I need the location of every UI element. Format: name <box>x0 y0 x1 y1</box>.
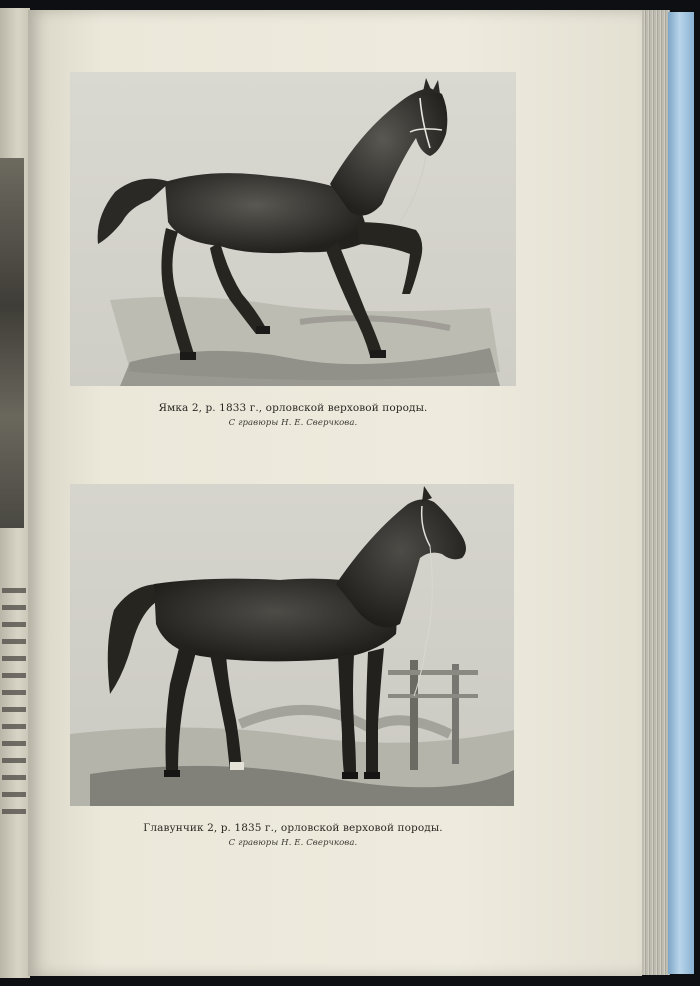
plate-2-credit: С гравюры Н. Е. Сверчкова. <box>228 838 358 848</box>
plate-1-credit: С гравюры Н. Е. Сверчкова. <box>228 418 358 428</box>
plate-1-caption: Ямка 2, р. 1833 г., орловской верховой породы. <box>158 402 428 414</box>
horse-engraving-1 <box>70 72 516 386</box>
book-page-block <box>640 10 670 975</box>
left-page-edge <box>0 8 30 978</box>
book-cover-edge <box>668 12 694 974</box>
left-page-illustration-fragment <box>0 158 24 528</box>
horse-engraving-2 <box>70 484 514 806</box>
plate-2-caption: Главунчик 2, р. 1835 г., орловской верховой породы. <box>143 822 443 834</box>
left-page-text-fragment <box>2 588 26 818</box>
